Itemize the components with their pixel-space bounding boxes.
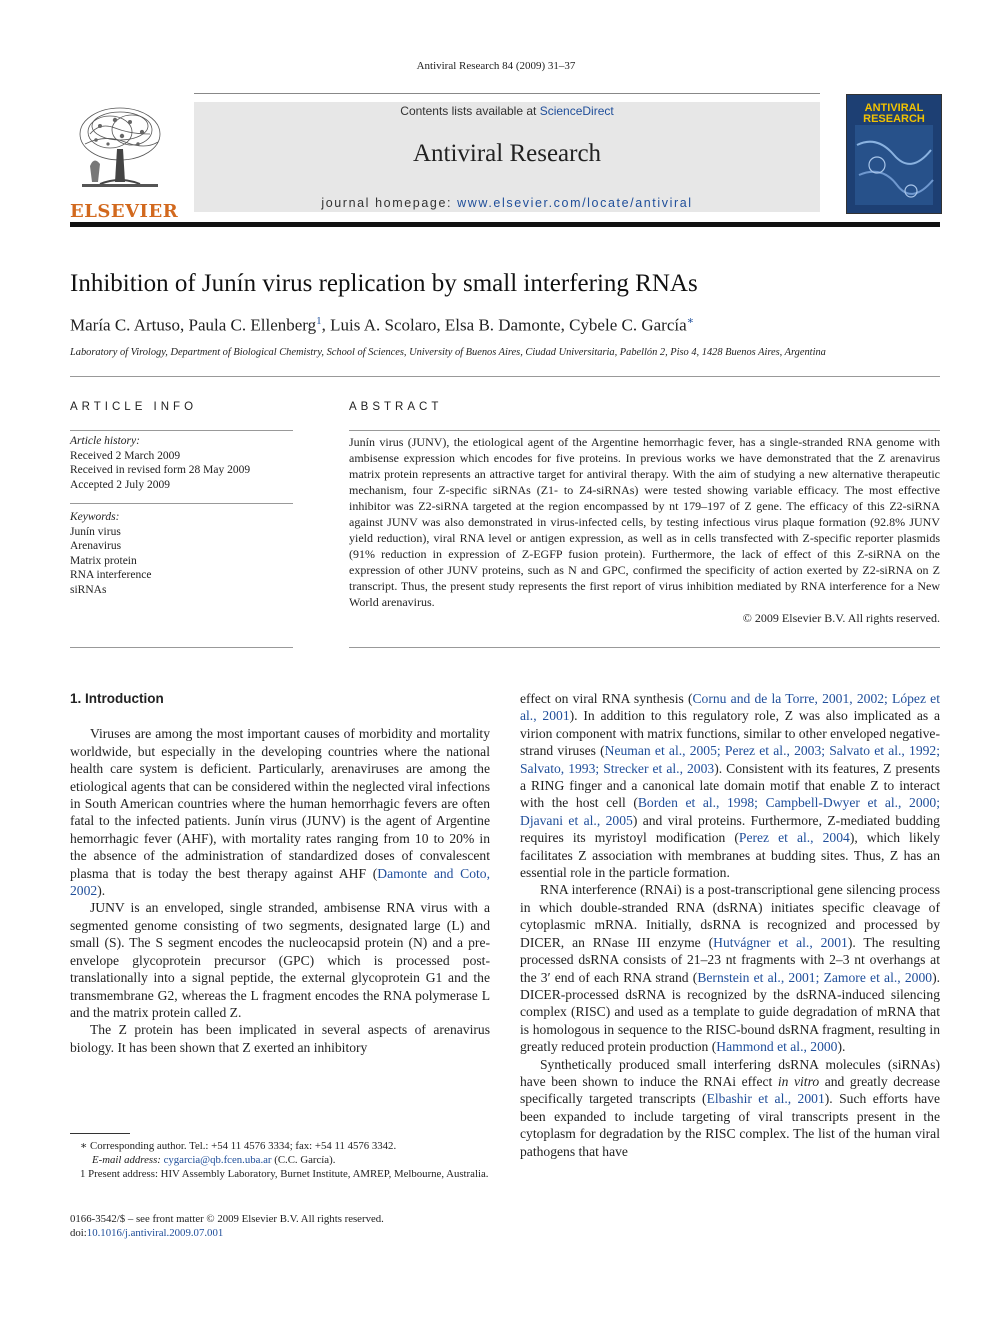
body-text: and greatly decrease specifically targeted transcripts ( [520,1073,940,1107]
abstract-rule-top [349,430,940,431]
footnotes [70,1139,490,1181]
citation-link[interactable]: Elbashir et al., 2001 [706,1091,825,1107]
keywords-label: Keywords: [70,511,120,523]
abstract-rule-bottom [349,647,940,648]
doi-line [70,1226,490,1240]
italic-text: in vitro [777,1073,820,1089]
article-title: Inhibition of Junín virus replication by small interfering RNAs [70,270,698,297]
section-heading-introduction: 1. Introduction [70,691,164,706]
homepage-prefix: journal homepage: [321,196,458,210]
author-separator: , [560,315,570,335]
footnote-email [70,1153,490,1167]
body-paragraph [70,1021,490,1056]
body-text: ). Consistent with its features, Z presents a RING finger and a canonical late domain motif that enable Z to interact with the host cell ( [520,760,940,811]
doi-label: doi: [70,1227,87,1239]
article-info-rule-mid [70,503,293,504]
body-text: ) and viral proteins. Furthermore, Z-mediated budding requires its myristoyl modification ( [520,812,940,846]
body-text: Viruses are among the most important causes of morbidity and mortality worldwide, but especially in the developing countries where the national health care system is deficient. Particularly, arenaviruses are among the etiological agents that can be considered within the neglected viral infections in South American countries where the human hemorrhagic fevers are often fatal to the infected patients. Junín virus (JUNV) is the agent of Argentine hemorrhagic fever (AHF), with mortality rates ranging from 10 to 20% in the absence of the administration of standardized doses of convalescent plasma that is today the best therapy against AHF ( [70,726,490,881]
body-column-left [70,690,490,1056]
contents-prefix: Contents lists available at [400,104,540,118]
body-text: JUNV is an enveloped, single stranded, ambisense RNA virus with a segmented genome consisting of two segments, designated large (L) and small (S). The S segment encodes the nucleocapsid protein (N) and a pre-envelope glycoprotein precursor (GPC) which is processed post-translationally into a signal peptide, the external glycoprotein G1 and the transmembrane G2, whereas the L fragment encodes the RNA polymerase L and the matrix protein called Z. [70,900,490,1020]
author-name[interactable]: Elsa B. Damonte [444,315,561,335]
author-separator: , [180,315,189,335]
keyword-item: Arenavirus [70,540,122,553]
article-info-rule-top [70,430,293,431]
issn-line: 0166-3542/$ – see front matter © 2009 Elsevier B.V. All rights reserved. [70,1213,384,1225]
citation-link[interactable]: Borden et al., 1998; Campbell-Dwyer et al., 2000; Djavani et al., 2005 [520,795,940,828]
body-text: ). [837,1039,846,1055]
body-paragraph [70,899,490,1021]
masthead-top-rule [194,93,820,94]
author-footnote-mark[interactable]: ∗ [686,315,695,327]
running-head: Antiviral Research 84 (2009) 31–37 [416,60,576,72]
article-info-heading: ARTICLE INFO [70,401,198,413]
contents-line [194,104,820,118]
homepage-link[interactable]: www.elsevier.com/locate/antiviral [457,196,693,210]
email-suffix: (C.C. García). [271,1154,336,1166]
body-column-right [520,690,940,1160]
history-revised: Received in revised form 28 May 2009 [70,464,251,477]
cover-title-line1: ANTIVIRAL [864,102,924,114]
body-paragraph [520,690,940,881]
citation-link[interactable]: Cornu and de la Torre, 2001, 2002; López et al., 2001 [520,691,940,724]
body-text: The Z protein has been implicated in several aspects of arenavirus biology. It has been shown that Z exerted an inhibitory [70,1022,490,1055]
journal-cover[interactable] [846,94,942,214]
author-name[interactable]: Paula C. Ellenberg [188,315,317,335]
elsevier-logo[interactable] [70,104,179,222]
cover-art-icon [847,95,941,213]
title-divider [70,376,940,377]
article-history [70,434,293,492]
footnote-present-address: 1 Present address: HIV Assembly Laboratory, Burnet Institute, AMREP, Melbourne, Australia. [80,1168,489,1180]
abstract-text: Junín virus (JUNV), the etiological agent of the Argentine hemorrhagic fever, has a single-stranded RNA genome with ambisense expression which encodes for five proteins. In previous works we have demonstrated that the Z arenavirus matrix protein represents an attractive target for antiviral therapy. With the aim of studying a new alternative therapeutic mechanism, four Z-specific siRNAs (Z1- to Z4-siRNAs) were tested showing variable efficacy. The most effective inhibitor was Z2-siRNA targeted at the region encompassed by nt 179–197 of Z gene. The efficacy of this Z2-siRNA against JUNV was also demonstrated in virus-infected cells, by testing infectious virus plaque formation (92.8% JUNV yield reduction), viral RNA level or antigen expression, as well as in cells transfected with Z-specific reporter plasmids (91% reduction in expression of Z-EGFP fusion protein). Furthermore, the lack of effect of this Z-siRNA on the expression of other JUNV proteins, such as N and GPC, confirmed the specificity of action exerted by Z2-siRNA on Z transcript. Thus, the present study represents the first report of virus inhibition mediated by RNA interference for a New World arenavirus. [349,435,940,609]
author-separator: , [321,315,331,335]
history-accepted: Accepted 2 July 2009 [70,478,170,491]
citation-link[interactable]: Neuman et al., 2005; Perez et al., 2003; Salvato et al., 1992; Salvato, 1993; Strecker et al., 2003 [520,743,940,776]
body-paragraph [520,881,940,1055]
journal-name: Antiviral Research [412,140,602,167]
email-link[interactable]: cygarcia@qb.fcen.uba.ar [163,1154,272,1166]
elsevier-tree-icon [70,104,170,194]
author-list [70,314,940,336]
doi-link[interactable]: 10.1016/j.antiviral.2009.07.001 [86,1227,224,1239]
footnote-corresponding: ∗ Corresponding author. Tel.: +54 11 4576 3334; fax: +54 11 4576 3342. [80,1140,397,1152]
keywords-block [70,510,293,598]
article-info-rule-bottom [70,647,293,648]
keyword-item: Matrix protein [70,554,137,567]
body-text: effect on viral RNA synthesis ( [520,691,693,706]
citation-link[interactable]: Bernstein et al., 2001; Zamore et al., 2000 [697,969,933,985]
abstract-copyright: © 2009 Elsevier B.V. All rights reserved. [742,611,940,625]
author-name[interactable]: Cybele C. García [569,315,687,335]
body-text: ). [97,883,106,899]
author-separator: , [436,315,445,335]
history-received: Received 2 March 2009 [70,449,181,462]
body-text: ), which likely facilitates Z association with membranes at budding sites. Thus, Z has an essential role in the particle formation. [520,830,940,881]
body-text: Synthetically produced small interfering dsRNA molecules (siRNAs) have been shown to induce the RNAi effect [520,1056,940,1089]
keyword-item: RNA interference [70,569,152,582]
homepage-line [194,196,820,210]
front-matter [70,1212,490,1240]
citation-link[interactable]: Hutvágner et al., 2001 [713,934,848,950]
citation-link[interactable]: Hammond et al., 2000 [716,1039,838,1055]
header-thick-rule [70,222,940,227]
body-text: ). Such efforts have been expanded to include targeting of viral transcripts present in the cytoplasm for degradation by the RISC complex. The list of the human viral pathogens that have [520,1091,941,1159]
journal-masthead [194,102,820,212]
elsevier-wordmark: ELSEVIER [70,201,179,222]
cover-title-line2: RESEARCH [863,113,925,125]
citation-link[interactable]: Perez et al., 2004 [738,830,850,846]
body-paragraph [70,725,490,899]
body-paragraph [520,1056,940,1160]
keyword-item: siRNAs [70,583,107,596]
author-name[interactable]: María C. Artuso [70,315,181,335]
abstract-body [349,434,940,626]
affiliation: Laboratory of Virology, Department of Biological Chemistry, School of Sciences, University of Buenos Aires, Ciudad Universitaria, Pabellón 2, Piso 4, 1428 Buenos Aires, Argentina [70,347,826,358]
body-text: RNA interference (RNAi) is a post-transcriptional gene silencing process in which double-stranded RNA (dsRNA) initiates specific cleavage of cytoplasmic mRNA. Initially, dsRNA is recognized and processed by DICER, an RNase III enzyme ( [520,882,940,950]
email-label: E-mail address: [92,1154,164,1166]
abstract-heading: ABSTRACT [349,401,443,413]
footnote-rule [70,1133,130,1134]
citation-link[interactable]: Damonte and Coto, 2002 [70,865,491,899]
body-text: ). In addition to this regulatory role, Z was also implicated as a virion component with matrix functions, similar to other enveloped negative-strand viruses ( [520,708,940,759]
body-text: ). DICER-processed dsRNA is recognized by the dsRNA-induced silencing complex (RISC) and used as a template to guide degradation of mRNA that is homologous in sequence to the RISC-bound dsRNA fragment, resulting in greatly reduced protein production ( [520,969,940,1055]
body-text: ). The resulting processed dsRNA consists of 21–23 nt fragments with 2–3 nt overhangs at the 3′ end of each RNA strand ( [520,934,940,985]
keyword-item: Junín virus [70,525,121,538]
sciencedirect-link[interactable]: ScienceDirect [539,104,614,118]
author-footnote-mark[interactable]: 1 [316,315,322,327]
history-label: Article history: [70,435,140,447]
author-name[interactable]: Luis A. Scolaro [330,315,437,335]
